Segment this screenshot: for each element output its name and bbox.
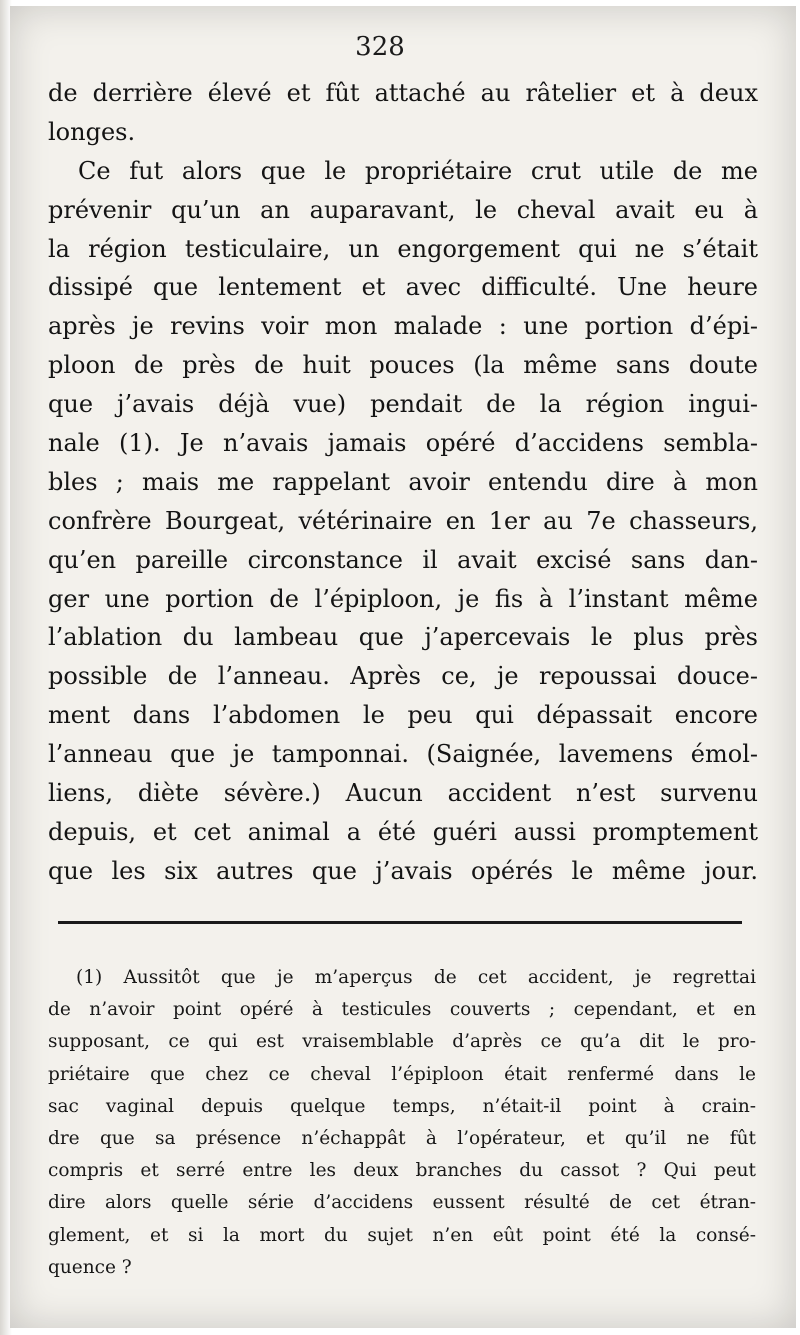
body-line: longes. [48,117,136,146]
body-line: nale (1). Je n’avais jamais opéré d’accidens sembla- [48,429,758,458]
footnote-line: priétaire que chez ce cheval l’épiploon était renfermé dans le [48,1063,756,1085]
footnote-line: glement, et si la mort du sujet n’en eût point été la consé- [48,1224,756,1246]
body-line: Ce fut alors que le propriétaire crut utile de me [78,156,758,185]
body-line: de derrière élevé et fût attaché au râtelier et à deux [48,79,758,107]
body-line: ment dans l’abdomen le peu qui dépassait encore [48,701,758,730]
body-line: ger une portion de l’épiploon, je fis à l’instant même [48,584,758,613]
body-line: depuis, et cet animal a été guéri aussi promptement [48,817,758,846]
footnote-line: supposant, ce qui est vraisemblable d’après ce qu’a dit le pro- [48,1031,756,1053]
body-line: bles ; mais me rappelant avoir entendu dire à mon [48,467,758,496]
body-line: que j’avais déjà vue) pendait de la région ingui- [48,390,758,419]
body-line: possible de l’anneau. Après ce, je repoussai douce- [48,662,758,691]
footnote-line: quence ? [48,1256,132,1278]
body-line: dissipé que lentement et avec difficulté. Une heure [48,273,758,302]
footnote-line: de n’avoir point opéré à testicules couverts ; cependant, et en [48,999,756,1021]
body-text [48,74,758,891]
body-line: l’anneau que je tamponnai. (Saignée, lavemens émol- [48,740,758,769]
footnote-line: dire alors quelle série d’accidens eussent résulté de cet étran- [48,1192,756,1214]
body-line: l’ablation du lambeau que j’apercevais le plus près [48,623,758,652]
body-line: liens, diète sévère.) Aucun accident n’est survenu [48,779,758,808]
footnote-line: sac vaginal depuis quelque temps, n’était-il point à crain- [48,1095,756,1117]
body-line: confrère Bourgeat, vétérinaire en 1er au 7e chasseurs, [48,506,758,535]
footnote-line: dre que sa présence n’échappât à l’opérateur, et qu’il ne fût [48,1127,756,1149]
body-line: ploon de près de huit pouces (la même sans doute [48,351,758,380]
footnote-line: (1) Aussitôt que je m’aperçus de cet accident, je regrettai [76,967,756,988]
body-line: après je revins voir mon malade : une portion d’épi- [48,312,758,341]
body-line: prévenir qu’un an auparavant, le cheval avait eu à [48,195,758,224]
body-line: que les six autres que j’avais opérés le même jour. [48,856,758,885]
page-number: 328 [355,32,405,62]
footnote-separator-rule [58,921,742,924]
body-line: qu’en pareille circonstance il avait excisé sans dan- [48,545,758,574]
footnote [48,962,756,1284]
footnote-line: compris et serré entre les deux branches du cassot ? Qui peut [48,1160,756,1182]
body-line: la région testiculaire, un engorgement qui ne s’était [48,234,758,263]
